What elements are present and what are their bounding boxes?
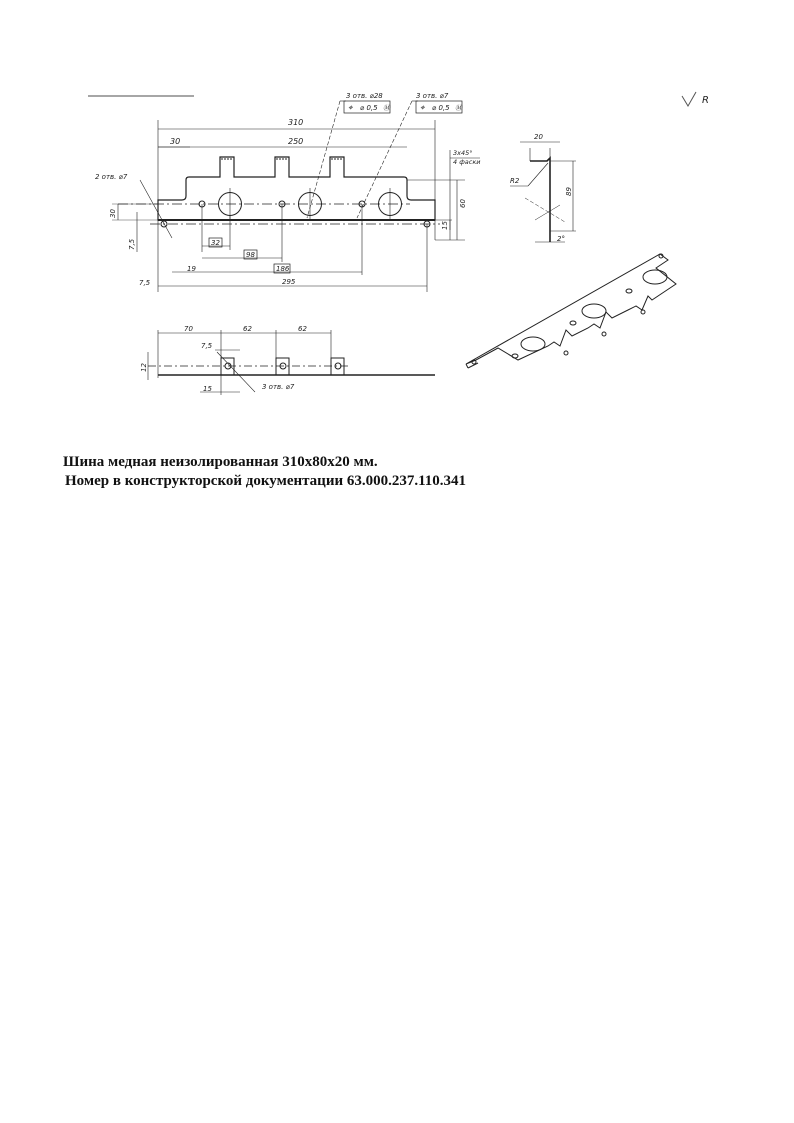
svg-text:15: 15 xyxy=(203,385,212,393)
svg-text:15: 15 xyxy=(441,221,449,230)
svg-text:32: 32 xyxy=(211,239,220,247)
svg-text:7,5: 7,5 xyxy=(128,238,136,250)
svg-text:Ⓜ: Ⓜ xyxy=(455,104,462,112)
svg-text:186: 186 xyxy=(276,265,290,273)
svg-text:⌖: ⌖ xyxy=(348,103,353,112)
svg-text:R: R xyxy=(702,95,709,106)
svg-text:2°: 2° xyxy=(557,235,565,243)
svg-text:98: 98 xyxy=(246,251,255,259)
caption-title: Шина медная неизолированная 310x80x20 мм. xyxy=(63,454,378,470)
svg-text:250: 250 xyxy=(288,137,304,146)
svg-text:⌀ 0,5: ⌀ 0,5 xyxy=(432,104,450,112)
svg-text:2 отв. ⌀7: 2 отв. ⌀7 xyxy=(95,173,128,181)
svg-text:3 отв. ⌀7: 3 отв. ⌀7 xyxy=(262,383,295,391)
svg-text:60: 60 xyxy=(459,199,467,208)
svg-text:19: 19 xyxy=(187,265,196,273)
isometric-view xyxy=(466,254,676,368)
document-caption xyxy=(63,453,466,491)
technical-drawing xyxy=(0,0,794,420)
front-view-labels xyxy=(95,92,480,287)
svg-text:7,5: 7,5 xyxy=(139,279,151,287)
svg-text:3x45°: 3x45° xyxy=(453,149,473,157)
caption-doc-number: Номер в конструкторской документации 63.000.237.110.341 xyxy=(65,473,467,489)
svg-text:12: 12 xyxy=(140,363,148,372)
side-view-labels xyxy=(510,133,573,243)
svg-text:30: 30 xyxy=(109,209,117,218)
roughness-mark xyxy=(682,92,709,106)
svg-text:295: 295 xyxy=(282,278,296,286)
bar-outline xyxy=(158,157,435,220)
svg-text:3 отв. ⌀7: 3 отв. ⌀7 xyxy=(416,92,449,100)
svg-text:3 отв. ⌀28: 3 отв. ⌀28 xyxy=(346,92,383,100)
front-view xyxy=(112,101,480,292)
svg-text:62: 62 xyxy=(243,325,252,333)
svg-text:4 фаски: 4 фаски xyxy=(453,158,481,166)
svg-text:7,5: 7,5 xyxy=(201,342,213,350)
svg-text:310: 310 xyxy=(288,118,304,127)
svg-text:62: 62 xyxy=(298,325,307,333)
svg-text:Ⓜ: Ⓜ xyxy=(383,104,390,112)
svg-text:⌖: ⌖ xyxy=(420,103,425,112)
svg-text:70: 70 xyxy=(184,325,193,333)
svg-text:⌀ 0,5: ⌀ 0,5 xyxy=(360,104,378,112)
svg-text:89: 89 xyxy=(565,187,573,196)
svg-text:20: 20 xyxy=(534,133,543,141)
svg-text:30: 30 xyxy=(170,137,181,146)
svg-text:R2: R2 xyxy=(510,177,520,185)
